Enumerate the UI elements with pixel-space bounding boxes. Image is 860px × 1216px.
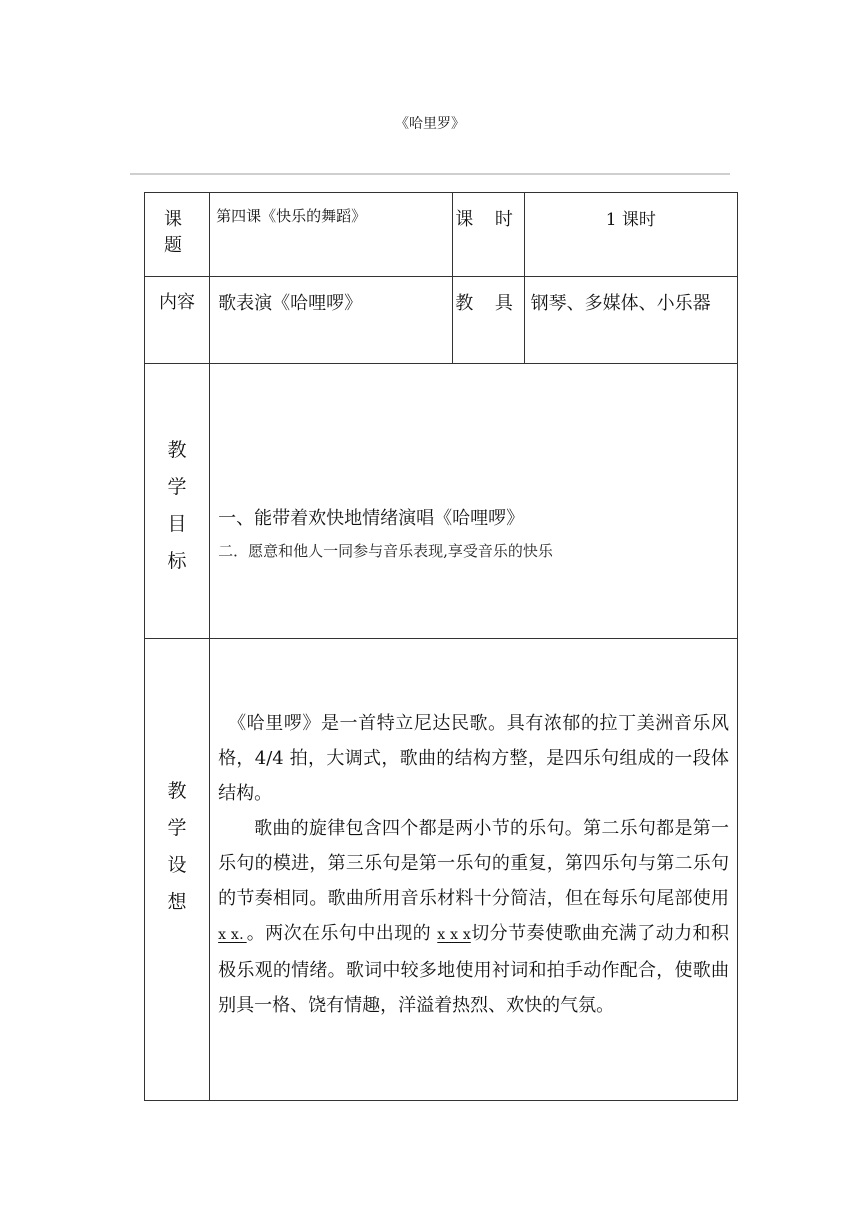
paragraph-text: 。两次在乐句中出现的: [246, 923, 438, 944]
label-hours: 课 时: [452, 193, 524, 277]
design-label: [145, 639, 210, 1101]
rhythm-notation: x x．: [218, 927, 247, 943]
paragraph-text: 歌曲的旋律包含四个都是两小节的乐句。第二乐句都是第一乐句的模进，第三乐句是第一乐句的重复，第四乐句与第二乐句的节奏相同。歌曲所用音乐材料十分简洁，但在每乐句尾部使用: [218, 818, 729, 909]
title-divider: [130, 173, 730, 175]
table-row: [145, 364, 738, 639]
design-label-char: 设: [167, 854, 187, 876]
goal-item: 一、能带着欢快地情绪演唱《哈哩啰》: [218, 508, 525, 529]
label-content: 内容: [145, 277, 210, 364]
tools-value: 钢琴、多媒体、小乐器: [524, 277, 737, 364]
label-topic: 课 题: [145, 193, 210, 277]
hours-value: 1 课时: [524, 193, 737, 277]
design-label-char: 教: [167, 780, 187, 802]
design-paragraph-2: [210, 811, 737, 1023]
goals-label: [145, 364, 210, 639]
table-row: [145, 639, 738, 1101]
topic-value: 第四课《快乐的舞蹈》: [210, 193, 452, 277]
document-title: 《哈里罗》: [395, 116, 465, 132]
lesson-plan-table: [144, 192, 738, 1101]
goals-content: [210, 364, 738, 639]
goals-label-char: 目: [167, 513, 187, 535]
goals-label-char: 标: [167, 550, 187, 572]
design-paragraph-1: 《哈里啰》是一首特立尼达民歌。具有浓郁的拉丁美洲音乐风格，4/4 拍，大调式，歌曲的结构方整，是四乐句组成的一段体结构。: [218, 713, 729, 804]
rhythm-notation: x x x: [437, 927, 471, 943]
goal-item: 二．愿意和他人一同参与音乐表现,享受音乐的快乐: [218, 542, 553, 560]
goals-label-char: 教: [167, 439, 187, 461]
goals-label-char: 学: [167, 476, 187, 498]
design-label-char: 想: [167, 891, 187, 913]
paragraph-text: 切分节奏使歌曲充满了动力和积极乐观的情绪。歌词中较多地使用衬词和拍手动作配合，使歌曲别具一格、饶有情趣，洋溢着热烈、欢快的气氛。: [218, 923, 729, 1016]
content-value: 歌表演《哈哩啰》: [210, 277, 452, 364]
design-label-char: 学: [167, 817, 187, 839]
label-tools: 教 具: [452, 277, 524, 364]
table-row: [145, 193, 738, 277]
table-row: [145, 277, 738, 364]
design-content: [210, 639, 738, 1101]
